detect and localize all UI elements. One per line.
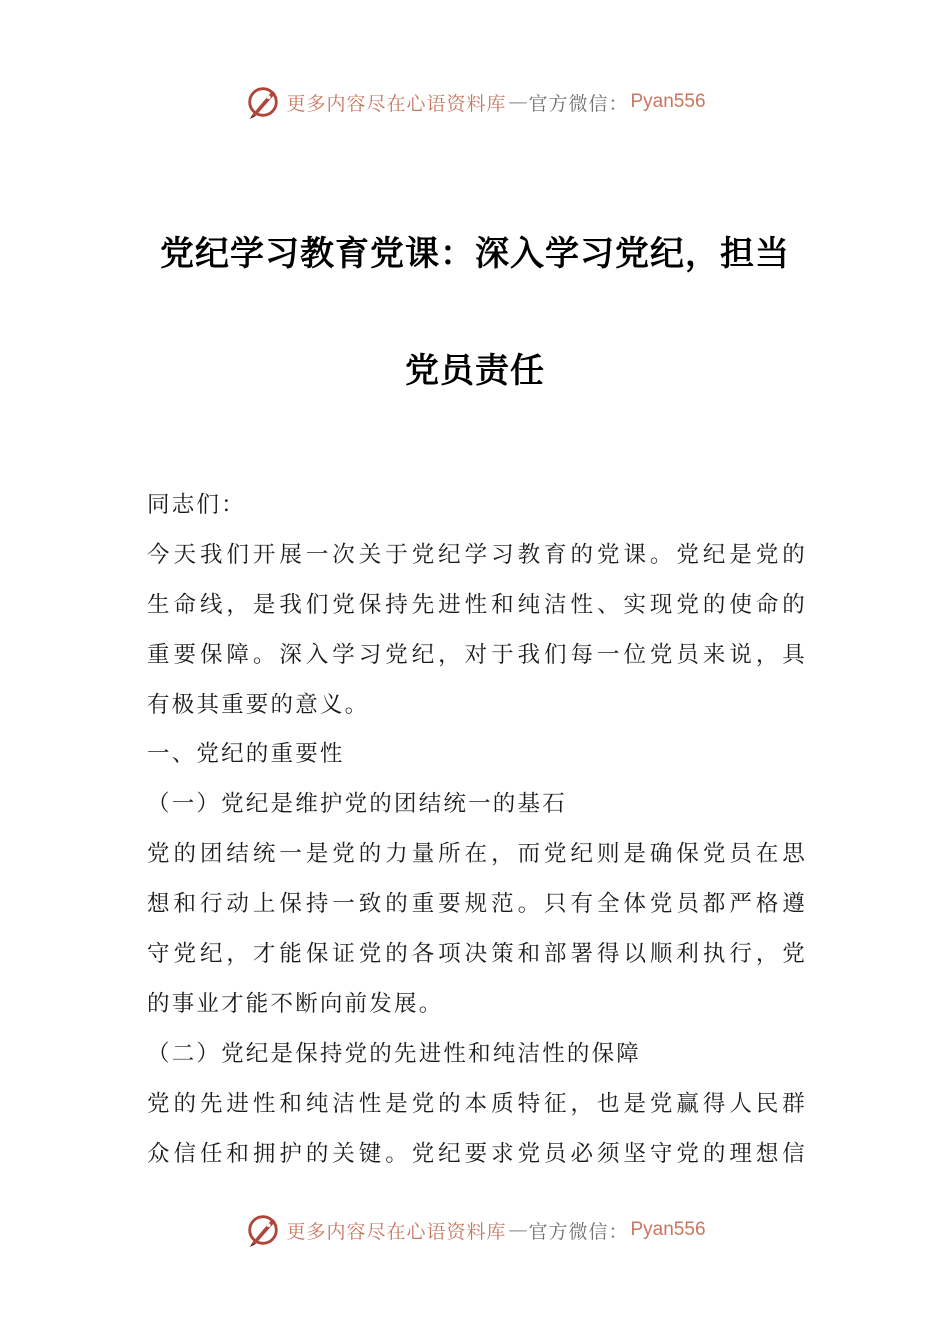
pen-logo-icon (244, 1211, 282, 1249)
watermark-main-text: 更多内容尽在心语资料库 (286, 92, 507, 115)
body-line: 众信任和拥护的关键。党纪要求党员必须坚守党的理想信 (147, 1140, 807, 1167)
subsection-heading: （一）党纪是维护党的团结统一的基石 (147, 791, 567, 818)
footer-watermark (0, 1208, 950, 1252)
body-line: 今天我们开展一次关于党纪学习教育的党课。党纪是党的 (147, 541, 807, 568)
pen-logo-icon (244, 83, 282, 121)
watermark-dash: — (508, 91, 527, 113)
header-watermark (0, 80, 950, 124)
body-line: 有极其重要的意义。 (147, 691, 370, 718)
document-title-line-2: 党员责任 (405, 351, 545, 391)
body-line: 生命线，是我们党保持先进性和纯洁性、实现党的使命的 (147, 591, 807, 618)
watermark-sub-text: 官方微信： (528, 92, 629, 115)
body-line: 党的团结统一是党的力量所在，而党纪则是确保党员在思 (147, 841, 807, 868)
body-line: 重要保障。深入学习党纪，对于我们每一位党员来说，具 (147, 641, 807, 668)
watermark-sub-text: 官方微信： (528, 1220, 629, 1243)
watermark-dash: — (508, 1219, 527, 1241)
body-line: 党的先进性和纯洁性是党的本质特征，也是党赢得人民群 (147, 1090, 807, 1117)
body-line: 同志们： (147, 492, 246, 518)
section-heading: 一、党纪的重要性 (147, 741, 345, 768)
subsection-heading: （二）党纪是保持党的先进性和纯洁性的保障 (147, 1040, 642, 1067)
watermark-main-text: 更多内容尽在心语资料库 (286, 1220, 507, 1243)
body-line: 想和行动上保持一致的重要规范。只有全体党员都严格遵 (147, 891, 807, 918)
body-line: 守党纪，才能保证党的各项决策和部署得以顺利执行，党 (147, 941, 807, 968)
watermark-wechat-id: Pyan556 (630, 91, 706, 112)
document-body (147, 481, 807, 1179)
watermark-wechat-id: Pyan556 (630, 1219, 706, 1240)
document-title-line-1: 党纪学习教育党课：深入学习党纪，担当 (160, 234, 790, 274)
body-line: 的事业才能不断向前发展。 (147, 990, 444, 1017)
